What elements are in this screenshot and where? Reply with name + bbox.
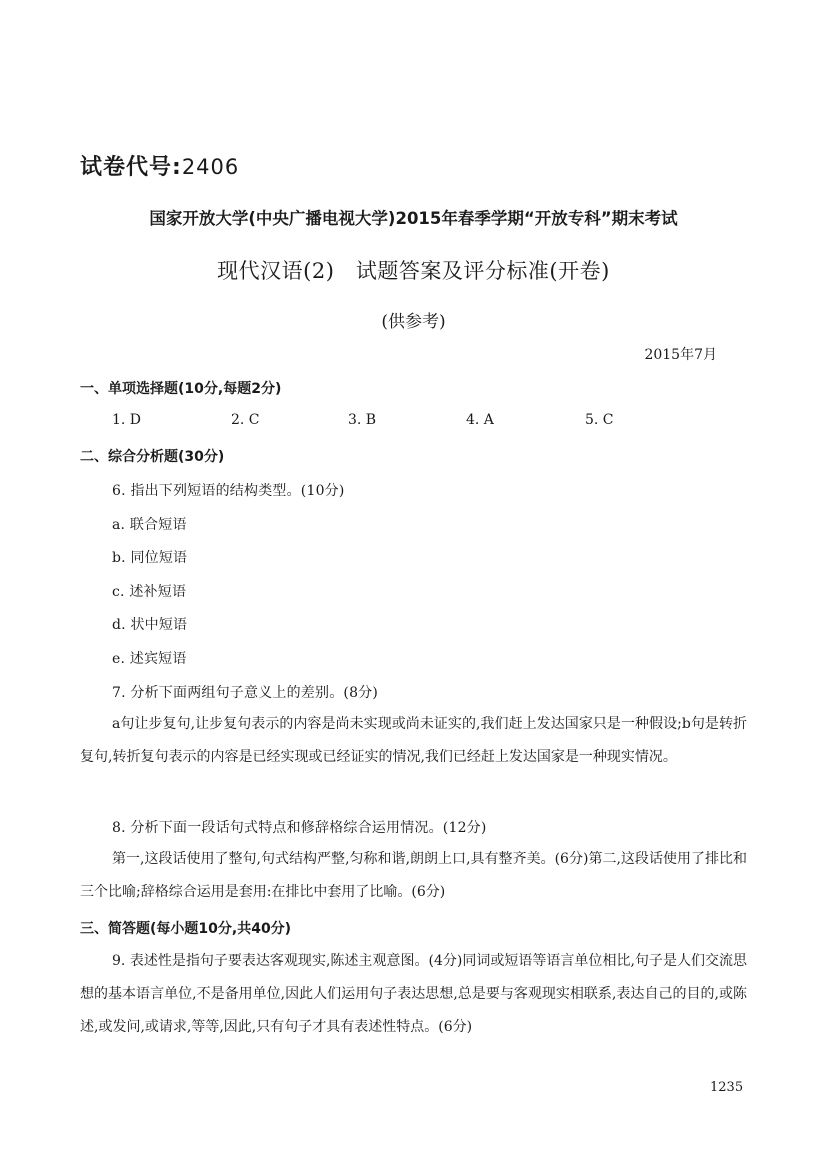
q8-answer: 第一,这段话使用了整句,句式结构严整,匀称和谐,朗朗上口,具有整齐美。(6分)第二,这段话使用了排比和三个比喻;辞格综合运用是套用:在排比中套用了比喻。(6分) (80, 851, 747, 900)
answer-3: 3. B (348, 412, 377, 428)
page-number: 1235 (710, 1080, 744, 1095)
paper-code (80, 150, 239, 181)
exam-date: 2015年7月 (644, 347, 717, 363)
q7-answer: a句让步复句,让步复句表示的内容是尚未实现或尚未证实的,我们赶上发达国家只是一种假设;b句是转折复句,转折复句表示的内容是已经实现或已经证实的情况,我们已经赶上发达国家是一种现实情况。 (80, 716, 747, 765)
q7-prompt: 7. 分析下面两组句子意义上的差别。(8分) (112, 685, 379, 701)
q6-item-d: d. 状中短语 (112, 617, 188, 633)
q6-item-c: c. 述补短语 (112, 584, 187, 600)
section1-answers (80, 412, 747, 432)
exam-title: 国家开放大学(中央广播电视大学)2015年春季学期“开放专科”期末考试 (149, 209, 678, 228)
q6-prompt: 6. 指出下列短语的结构类型。(10分) (112, 483, 345, 499)
section2-heading: 二、综合分析题(30分) (80, 449, 225, 465)
q6-item-a: a. 联合短语 (112, 517, 187, 533)
answer-5: 5. C (585, 412, 614, 428)
q9-answer: 9. 表述性是指句子要表达客观现实,陈述主观意图。(4分)同词或短语等语言单位相比,句子是人们交流思想的基本语言单位,不是备用单位,因此人们运用句子表达思想,总是要与客观现实相联系,表达自己的目的,或陈述,或发问,或请求,等等,因此,只有句子才具有表述性特点。(6分) (80, 953, 747, 1035)
section3-heading: 三、简答题(每小题10分,共40分) (80, 921, 292, 937)
reference-note: (供参考) (381, 312, 446, 332)
answer-4: 4. A (466, 412, 494, 428)
answer-1: 1. D (112, 412, 142, 428)
q6-item-b: b. 同位短语 (112, 550, 188, 566)
subject-title: 现代汉语(2) 试题答案及评分标准(开卷) (217, 259, 610, 283)
paper-code-number: 2406 (181, 155, 240, 179)
answer-2: 2. C (231, 412, 260, 428)
q6-item-e: e. 述宾短语 (112, 651, 187, 667)
q8-prompt: 8. 分析下面一段话句式特点和修辞格综合运用情况。(12分) (112, 820, 487, 836)
section1-heading: 一、单项选择题(10分,每题2分) (80, 381, 282, 397)
paper-code-label: 试卷代号: (80, 155, 182, 180)
